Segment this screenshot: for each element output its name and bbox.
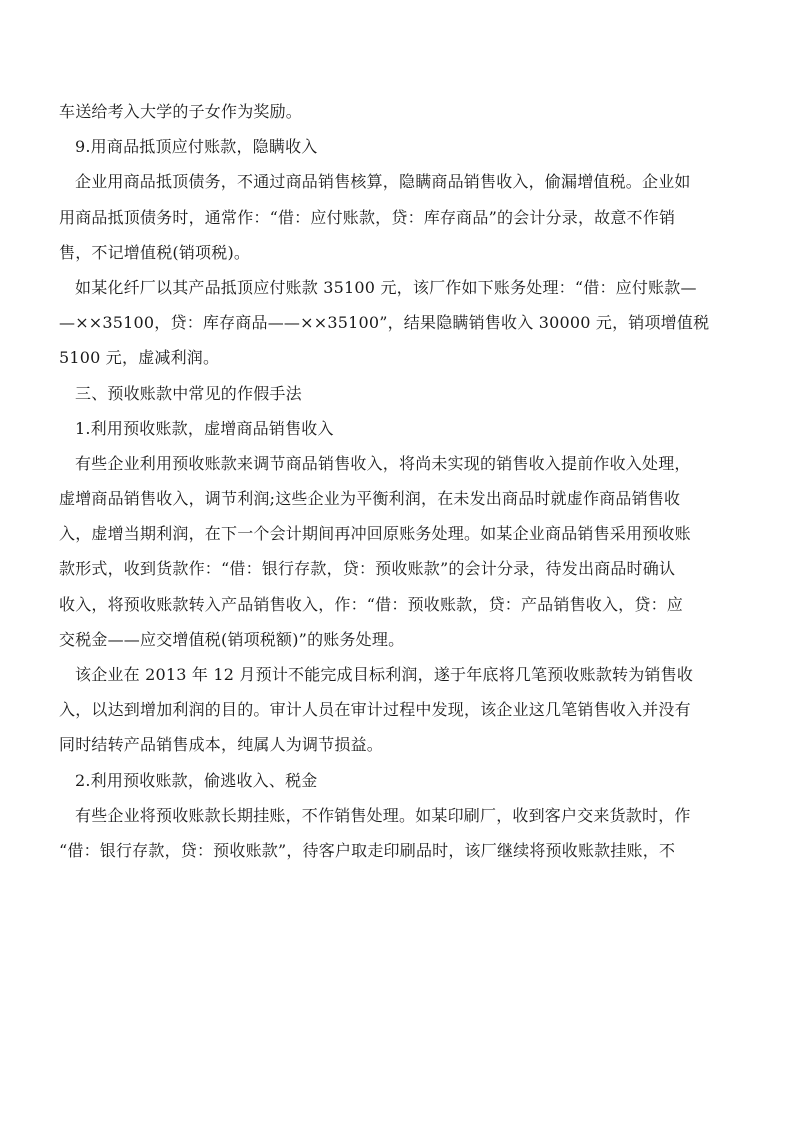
section-heading: 1.利用预收账款，虚增商品销售收入 (75, 418, 334, 438)
section-heading: 2.利用预收账款，偷逃收入、税金 (75, 770, 318, 790)
text-line: 入，以达到增加利润的目的。审计人员在审计过程中发现，该企业这几笔销售收入并没有 (59, 700, 691, 720)
text-line: 如某化纤厂以其产品抵顶应付账款 35100 元，该厂作如下账务处理：“借：应付账款— (75, 277, 697, 297)
text-line: 车送给考入大学的子女作为奖励。 (59, 102, 303, 121)
text-line: 有些企业将预收账款长期挂账，不作销售处理。如某印刷厂，收到客户交来货款时，作 (75, 805, 691, 825)
text-line: “借：银行存款，贷：预收账款”，待客户取走印刷品时，该厂继续将预收账款挂账，不 (59, 840, 676, 860)
text-line: 收入，将预收账款转入产品销售收入，作：“借：预收账款，贷：产品销售收入，贷：应 (59, 594, 683, 614)
text-line: 入，虚增当期利润，在下一个会计期间再冲回原账务处理。如某企业商品销售采用预收账 (59, 524, 691, 544)
text-line: 5100 元，虚减利润。 (59, 348, 220, 368)
text-line: 同时结转产品销售成本，纯属人为调节损益。 (59, 735, 384, 755)
text-line: 用商品抵顶债务时，通常作：“借：应付账款，贷：库存商品”的会计分录，故意不作销 (59, 207, 676, 227)
text-line: 交税金——应交增值税(销项税额)”的账务处理。 (59, 629, 405, 649)
text-line: —××35100，贷：库存商品——××35100”，结果隐瞒销售收入 30000 元，销项增值税 (59, 313, 710, 333)
text-line: 该企业在 2013 年 12 月预计不能完成目标利润，遂于年底将几笔预收账款转为销售收 (75, 665, 694, 684)
document-page (59, 94, 739, 868)
text-line: 售，不记增值税(销项税)。 (59, 242, 251, 262)
section-heading: 三、预收账款中常见的作假手法 (75, 383, 302, 403)
section-heading: 9.用商品抵顶应付账款，隐瞒收入 (75, 137, 318, 157)
text-line: 虚增商品销售收入，调节利润;这些企业为平衡利润，在未发出商品时就虚作商品销售收 (59, 489, 681, 509)
text-line: 企业用商品抵顶债务，不通过商品销售核算，隐瞒商品销售收入，偷漏增值税。企业如 (75, 172, 691, 192)
text-line: 有些企业利用预收账款来调节商品销售收入，将尚未实现的销售收入提前作收入处理， (75, 453, 691, 473)
text-line: 款形式，收到货款作：“借：银行存款，贷：预收账款”的会计分录，待发出商品时确认 (59, 559, 676, 579)
